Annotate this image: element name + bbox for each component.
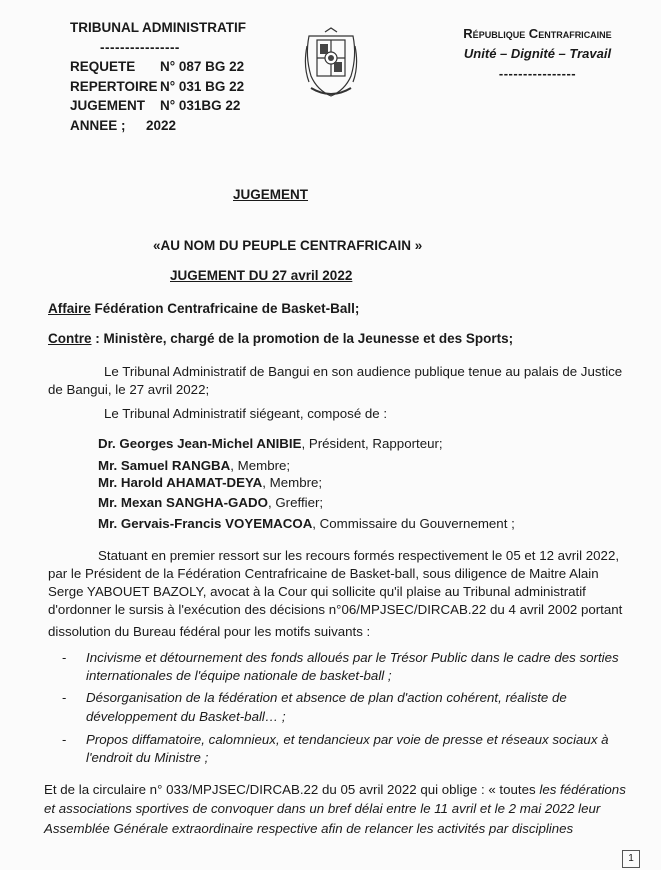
- coat-of-arms-emblem: [303, 26, 359, 104]
- audience-paragraph-line1: Le Tribunal Administratif de Bangui en son audience publique tenue au palais de Justice: [104, 364, 623, 379]
- affaire-label: Affaire: [48, 301, 91, 316]
- republic-motto: Unité – Dignité – Travail: [463, 46, 612, 61]
- republic-header: [440, 24, 635, 84]
- header-dashes-right: ----------------: [498, 66, 577, 81]
- affaire-text: Fédération Centrafricaine de Basket-Ball;: [90, 301, 360, 316]
- ref-value: N° 087 BG 22: [160, 59, 245, 74]
- member-role: , Membre;: [230, 458, 291, 473]
- member-role: , Commissaire du Gouvernement ;: [312, 516, 515, 531]
- ref-annee: [70, 116, 246, 136]
- au-nom-du-peuple: «AU NOM DU PEUPLE CENTRAFRICAIN »: [153, 238, 423, 253]
- jugement-date: JUGEMENT DU 27 avril 2022: [170, 268, 353, 283]
- ref-requete: [70, 57, 246, 77]
- member-line: [98, 516, 515, 531]
- bullet-dash: -: [62, 650, 67, 665]
- member-line: [98, 436, 443, 451]
- statuant-line: Serge YABOUET BAZOLY, avocat à la Cour qui sollicite qu'il plaise au Tribunal administratif: [48, 584, 586, 599]
- circulaire-italic: les fédérations: [539, 782, 626, 797]
- ref-repertoire: [70, 77, 246, 97]
- bullet-dash: -: [62, 732, 67, 747]
- member-name: Mr. Mexan SANGHA-GADO: [98, 495, 268, 510]
- member-name: Mr. Harold AHAMAT-DEYA: [98, 475, 263, 490]
- ref-value: 2022: [146, 117, 177, 133]
- bullet-line: Propos diffamatoire, calomnieux, et tendancieux par voie de presse et réseaux sociaux à: [86, 732, 609, 747]
- ref-label: REQUETE: [70, 59, 136, 74]
- statuant-line: d'ordonner le sursis à l'exécution des décisions n°06/MPJSEC/DIRCAB.22 du 4 avril 2002 portant: [48, 602, 623, 617]
- header-dashes-left: ----------------: [100, 39, 180, 55]
- member-line: [98, 495, 323, 510]
- contre-line: [48, 331, 513, 346]
- audience-paragraph-line2: de Bangui, le 27 avril 2022;: [48, 382, 210, 397]
- document-title: JUGEMENT: [233, 187, 309, 202]
- member-line: [98, 475, 322, 490]
- bullet-line: Désorganisation de la fédération et absence de plan d'action cohérent, réaliste de: [86, 690, 567, 705]
- circulaire-line: Assemblée Générale extraordinaire respective afin de relancer les activités par disciplines: [44, 821, 574, 836]
- contre-text: : Ministère, chargé de la promotion de la Jeunesse et des Sports;: [91, 331, 514, 346]
- statuant-line: par le Président de la Fédération Centrafricaine de Basket-ball, sous diligence de Maitre Alain: [48, 566, 599, 581]
- ref-label: JUGEMENT: [70, 98, 146, 113]
- member-role: , Greffier;: [267, 495, 324, 510]
- bullet-line: l'endroit du Ministre ;: [86, 750, 209, 765]
- member-name: Mr. Samuel RANGBA: [98, 458, 231, 473]
- member-role: , Président, Rapporteur;: [301, 436, 443, 451]
- court-name: TRIBUNAL ADMINISTRATIF: [70, 20, 246, 35]
- ref-value: N° 031 BG 22: [160, 78, 245, 94]
- affaire-line: [48, 301, 359, 316]
- circulaire-normal: Et de la circulaire n° 033/MPJSEC/DIRCAB.22 du 05 avril 2022 qui oblige : « toutes: [44, 782, 540, 797]
- bullet-line: Incivisme et détournement des fonds alloués par le Trésor Public dans le cadre des sorties: [86, 650, 619, 665]
- page-number: 1: [622, 850, 640, 868]
- republic-name: République Centrafricaine: [463, 26, 612, 41]
- member-line: [98, 458, 290, 473]
- circulaire-line: et associations sportives de convoquer dans un bref délai entre le 11 avril et le 2 mai 2022 leur: [44, 801, 601, 816]
- ref-value: N° 031BG 22: [160, 98, 241, 113]
- ref-label: ANNEE ;: [70, 117, 126, 133]
- ref-jugement: [70, 96, 246, 116]
- bullet-line: internationales de l'équipe nationale de basket-ball ;: [86, 668, 392, 683]
- statuant-line: dissolution du Bureau fédéral pour les motifs suivants :: [48, 624, 371, 639]
- statuant-line: Statuant en premier ressort sur les recours formés respectivement le 05 et 12 avril 2022,: [98, 548, 620, 563]
- member-name: Mr. Gervais-Francis VOYEMACOA: [98, 516, 313, 531]
- circulaire-line: [44, 782, 626, 797]
- composition-intro: Le Tribunal Administratif siégeant, composé de :: [104, 406, 388, 421]
- member-name: Dr. Georges Jean-Michel ANIBIE: [98, 436, 302, 451]
- bullet-dash: -: [62, 690, 67, 705]
- member-role: , Membre;: [262, 475, 323, 490]
- court-header: [70, 18, 246, 135]
- bullet-line: développement du Basket-ball… ;: [86, 709, 286, 724]
- contre-label: Contre: [48, 331, 92, 346]
- ref-label: REPERTOIRE: [70, 78, 158, 94]
